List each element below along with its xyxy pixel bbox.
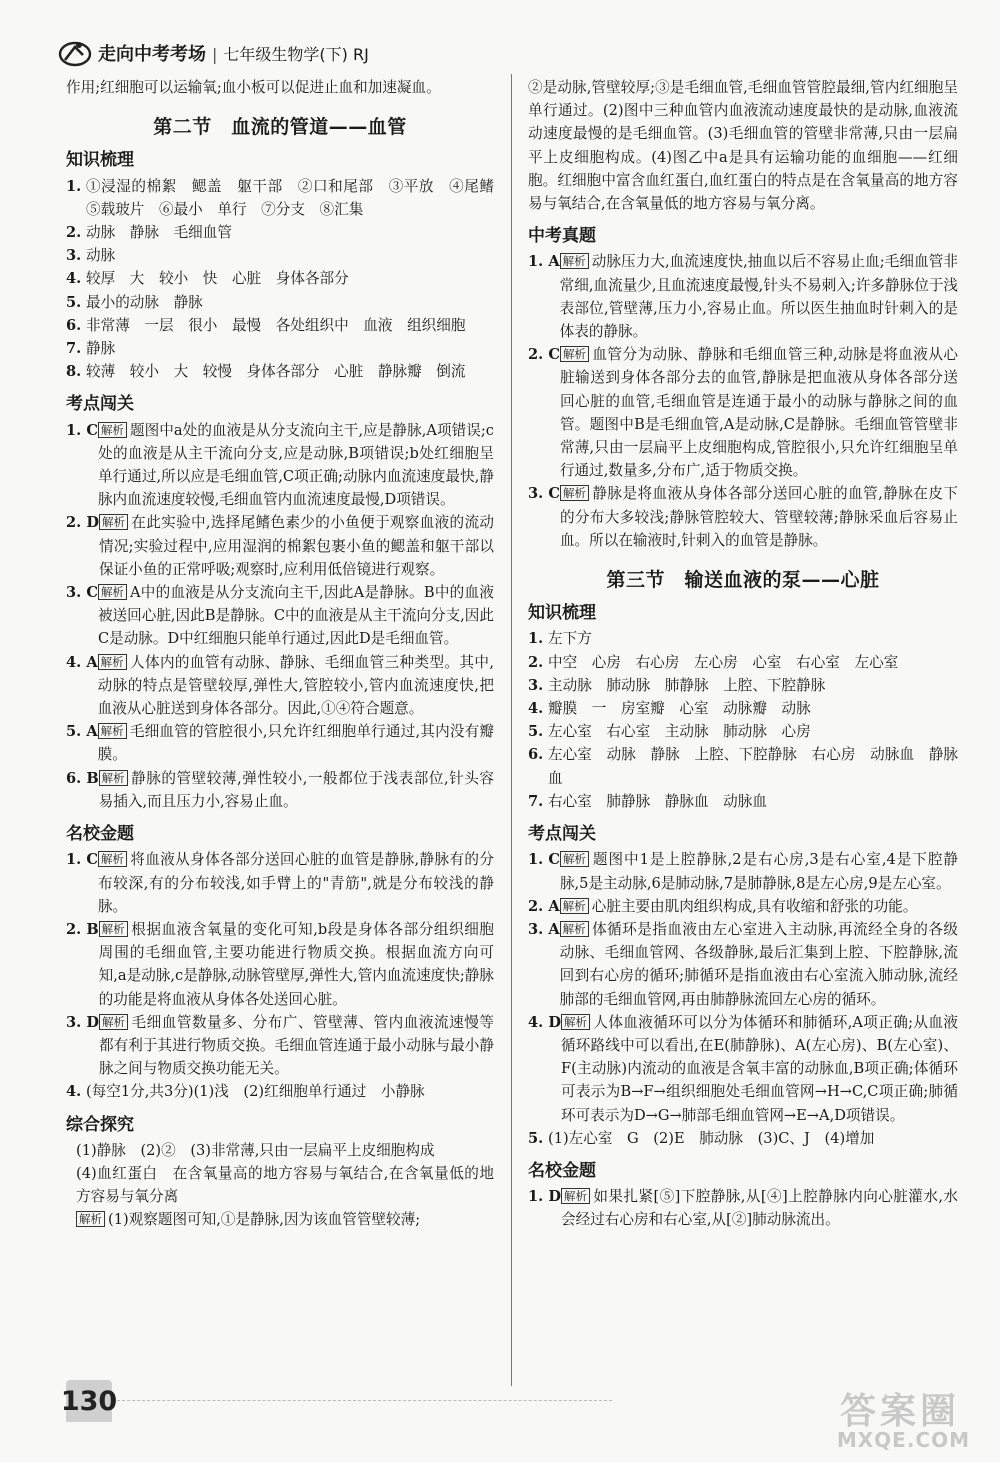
list-item: 2. 中空 心房 右心房 左心房 心室 右心室 左心室 xyxy=(528,653,899,671)
brand-title: 走向中考考场 xyxy=(98,44,206,65)
analysis-tag: 解析 xyxy=(99,770,128,786)
zonghe-line: (4)血红蛋白 在含氧量高的地方容易与氧结合,在含氧量低的地方容易与氧分离 xyxy=(76,1164,494,1206)
question-item: 5. A 解析 毛细血管的管腔很小,只允许红细胞单行通过,其内没有瓣膜。 xyxy=(66,723,494,764)
question-item: 2. C 解析 血管分为动脉、静脉和毛细血管三种,动脉是将血液从心脏输送到身体各部分去的血管,静脉是把血液从身体各部分送回心脏的血管,毛细血管是连通于最小的动脉与静脉之间的血管。题图中B是毛细血管,A是动脉,C是静脉。毛细血管管壁非常薄,只由一层扁平上皮细胞构成,管腔很小,只允许红细胞呈单行通过,数量多,分布广,适于物质交换。 xyxy=(528,346,958,480)
list-item: 5. 左心室 右心室 主动脉 肺动脉 心房 xyxy=(528,723,811,741)
analysis-tag: 解析 xyxy=(560,346,589,362)
question-item: 3. C 解析 A中的血液是从分支流向主干,因此A是静脉。B中的血液被送回心脏,因此B是静脉。C中的血液是从主干流向分支,因此C是动脉。D中红细胞只能单行通过,因此D是毛细血管。 xyxy=(66,584,494,648)
list-item: 6. 非常薄 一层 很小 最慢 各处组织中 血液 组织细胞 xyxy=(66,316,466,334)
page-header xyxy=(58,36,578,70)
kaodian-list xyxy=(528,848,958,1150)
question-item: 2. A 解析 心脏主要由肌肉组织构成,具有收缩和舒张的功能。 xyxy=(528,897,918,915)
column-divider xyxy=(511,74,512,1386)
analysis-tag: 解析 xyxy=(561,1014,590,1030)
section3-title: 第三节 输送血液的泵——心脏 xyxy=(606,569,880,592)
list-item: 7. 静脉 xyxy=(66,340,116,358)
question-item: 1. D 解析 如果扎紧[⑤]下腔静脉,从[④]上腔静脉内向心脏灌水,水会经过右心房和右心室,从[②]肺动脉流出。 xyxy=(528,1188,958,1229)
analysis-tag: 解析 xyxy=(76,1211,105,1227)
list-item: 7. 右心室 肺静脉 静脉血 动脉血 xyxy=(528,792,767,810)
analysis-tag: 解析 xyxy=(99,921,128,937)
question-item: 3. A 解析 体循环是指血液由左心室进入主动脉,再流经全身的各级动脉、毛细血管网、各级静脉,最后汇集到上腔、下腔静脉,流回到右心房的循环;肺循环是指血液由右心室流入肺动脉,流经肺部的毛细血管网,再由肺静脉流回左心房的循环。 xyxy=(528,920,958,1008)
heading-kaodian: 考点闯关 xyxy=(528,824,596,845)
analysis-tag: 解析 xyxy=(560,898,589,914)
question-item: 4. D 解析 人体血液循环可以分为体循环和肺循环,A项正确;从血液循环路线中可以看出,在E(肺静脉)、A(左心房)、B(左心室)、F(主动脉)内流动的血液是含氧丰富的动脉血,B项正确;体循环可表示为B→F→组织细胞处毛细血管网→H→C,C项正确;肺循环可表示为D→G→肺部毛细血管网→E→A,D项错误。 xyxy=(528,1013,958,1124)
zonghe-line: 解析 (1)观察题图可知,①是静脉,因为该血管管壁较薄; xyxy=(76,1208,494,1231)
runner-logo-icon xyxy=(58,38,92,68)
list-item: 4. 较厚 大 较小 快 心脏 身体各部分 xyxy=(66,270,349,288)
heading-mingxiao: 名校金题 xyxy=(528,1160,596,1181)
kaodian-list xyxy=(66,419,494,813)
question-item: 2. B 解析 根据血液含氧量的变化可知,b段是身体各部分组织细胞周围的毛细血管,主要功能进行物质交换。根据血流方向可知,a是动脉,c是静脉,动脉管壁厚,弹性大,管内血流速度快;静脉的功能是将血液从身体各处送回心脏。 xyxy=(66,920,494,1008)
analysis-tag: 解析 xyxy=(560,485,589,501)
left-column xyxy=(66,76,509,1232)
zhenti-list xyxy=(528,250,958,552)
list-item: 8. 较薄 较小 大 较慢 身体各部分 心脏 静脉瓣 倒流 xyxy=(66,363,466,381)
question-item: 6. B 解析 静脉的管壁较薄,弹性较小,一般都位于浅表部位,针头容易插入,而且压力小,容易止血。 xyxy=(66,769,494,810)
right-column xyxy=(528,76,958,1232)
list-item: 2. 动脉 静脉 毛细血管 xyxy=(66,224,232,242)
question-item: 1. C 解析 题图中1是上腔静脉,2是右心房,3是右心室,4是下腔静脉,5是主动脉,6是肺动脉,7是肺静脉,8是左心房,9是左心室。 xyxy=(528,851,958,892)
mingxiao-list xyxy=(66,848,494,1103)
list-item: 3. 主动脉 肺动脉 肺静脉 上腔、下腔静脉 xyxy=(528,676,826,694)
footer-rule xyxy=(112,1400,612,1402)
question-item: 5. (1)左心室 G (2)E 肺动脉 (3)C、J (4)增加 xyxy=(528,1129,875,1147)
list-item: 3. 动脉 xyxy=(66,247,116,265)
analysis-tag: 解析 xyxy=(560,253,589,269)
watermark-url: MXQE.COM xyxy=(836,1428,970,1452)
heading-zonghe: 综合探究 xyxy=(66,1114,134,1135)
heading-zhishi: 知识梳理 xyxy=(66,150,134,171)
heading-kaodian: 考点闯关 xyxy=(66,394,134,415)
heading-zhishi: 知识梳理 xyxy=(528,603,596,624)
section2-title: 第二节 血流的管道——血管 xyxy=(153,116,407,139)
analysis-tag: 解析 xyxy=(98,422,127,438)
list-item: 1. ①浸湿的棉絮 鳃盖 躯干部 ②口和尾部 ③平放 ④尾鳍 ⑤载玻片 ⑥最小 单行 ⑦分支 ⑧汇集 xyxy=(66,177,509,218)
watermark-logo: 答案圈 xyxy=(839,1391,960,1432)
analysis-tag: 解析 xyxy=(560,851,589,867)
list-item: 1. 左下方 xyxy=(528,630,592,648)
analysis-tag: 解析 xyxy=(98,851,127,867)
heading-zhenti: 中考真题 xyxy=(528,226,596,247)
question-item: 3. C 解析 静脉是将血液从身体各部分送回心脏的血管,静脉在皮下的分布大多较浅;静脉管腔较大、管壁较薄;静脉采血后容易止血。所以在输液时,针刺入的血管是静脉。 xyxy=(528,485,958,549)
analysis-tag: 解析 xyxy=(99,1014,128,1030)
zonghe-line: (1)静脉 (2)② (3)非常薄,只由一层扁平上皮细胞构成 xyxy=(76,1141,435,1159)
list-item: 6. 左心室 动脉 静脉 上腔、下腔静脉 右心房 动脉血 静脉血 xyxy=(528,746,958,787)
analysis-tag: 解析 xyxy=(560,921,589,937)
question-item: 1. A 解析 动脉压力大,血流速度快,抽血以后不容易止血;毛细血管非常细,血流量少,且血流速度最慢,针头不易刺入;许多静脉位于浅表部位,管壁薄,压力小,容易止血。所以医生抽血时针刺入的是体表的静脉。 xyxy=(528,253,958,341)
analysis-tag: 解析 xyxy=(98,654,127,670)
analysis-tag: 解析 xyxy=(561,1188,590,1204)
zhishi-list xyxy=(66,175,509,384)
analysis-tag: 解析 xyxy=(98,584,127,600)
zhishi-list xyxy=(528,627,958,813)
right-intro: ②是动脉,管壁较厚;③是毛细血管,毛细血管管腔最细,管内红细胞呈单行通过。(2)图中三种血管内血液流动速度最快的是动脉,血液流动速度最慢的是毛细血管。(3)毛细血管的管壁非常薄,只由一层扁平上皮细胞构成。(4)图乙中a是具有运输功能的血细胞——红细胞。红细胞中富含血红蛋白,血红蛋白的特点是在含氧量高的地方容易与氧结合,在含氧量低的地方容易与氧分离。 xyxy=(528,79,958,213)
heading-mingxiao: 名校金题 xyxy=(66,824,134,845)
question-item: 1. C 解析 题图中a处的血液是从分支流向主干,应是静脉,A项错误;c处的血液是从主干流向分支,应是动脉,B项错误;b处红细胞呈单行通过,所以应是毛细血管,C项正确;动脉内血流速度最快,静脉内血流速度较慢,毛细血管内血流速度最慢,D项错误。 xyxy=(66,421,494,509)
list-item: 4. 瓣膜 一 房室瓣 心室 动脉瓣 动脉 xyxy=(528,700,811,718)
question-item: 2. D 解析 在此实验中,选择尾鳍色素少的小鱼便于观察血液的流动情况;实验过程中,应用湿润的棉絮包裹小鱼的鳃盖和躯干部以保证小鱼的正常呼吸;观察时,应利用低倍镜进行观察。 xyxy=(66,514,494,578)
zonghe-block xyxy=(66,1139,494,1232)
book-subtitle: | 七年级生物学(下) RJ xyxy=(212,42,369,65)
page-number: 130 xyxy=(66,1380,112,1422)
left-intro: 作用;红细胞可以运输氧;血小板可以促进止血和加速凝血。 xyxy=(66,79,441,96)
analysis-tag: 解析 xyxy=(98,723,127,739)
question-item: 1. C 解析 将血液从身体各部分送回心脏的血管是静脉,静脉有的分布较深,有的分布较浅,如手臂上的"青筋",就是分布较浅的静脉。 xyxy=(66,851,494,915)
mingxiao-list xyxy=(528,1185,958,1231)
question-item: 4. (每空1分,共3分)(1)浅 (2)红细胞单行通过 小静脉 xyxy=(66,1083,425,1101)
list-item: 5. 最小的动脉 静脉 xyxy=(66,293,203,311)
analysis-tag: 解析 xyxy=(99,514,128,530)
question-item: 3. D 解析 毛细血管数量多、分布广、管壁薄、管内血液流速慢等都有利于其进行物质交换。毛细血管连通于最小动脉与最小静脉之间与物质交换功能无关。 xyxy=(66,1013,494,1078)
question-item: 4. A 解析 人体内的血管有动脉、静脉、毛细血管三种类型。其中,动脉的特点是管壁较厚,弹性大,管腔较小,管内血流速度快,把血液从心脏送到身体各部分。因此,①④符合题意。 xyxy=(66,653,494,718)
